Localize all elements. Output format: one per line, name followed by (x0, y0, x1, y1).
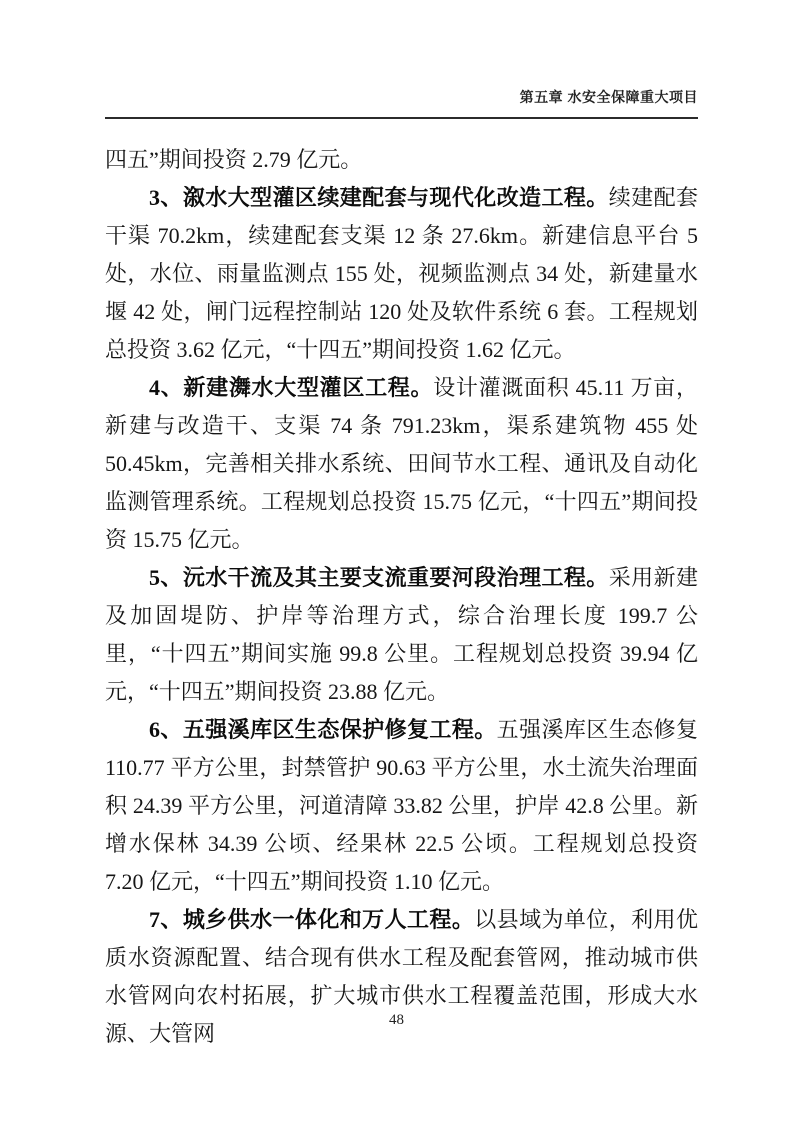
body-text-run: 以县域为单位，利用优质水资源配置、结合现有供水工程及配套管网，推动城市供水管网向农村拓展，扩大城市供水工程覆盖范围，形成大水源、大管网 (105, 907, 698, 1046)
page-footer (0, 1012, 793, 1029)
project-heading-run: 6、五强溪库区生态保护修复工程。 (149, 717, 497, 742)
chapter-header-title: 第五章 水安全保障重大项目 (519, 89, 698, 105)
paragraph (105, 179, 698, 369)
paragraph (105, 711, 698, 901)
document-body (105, 141, 698, 1053)
project-heading-run: 3、溆水大型灌区续建配套与现代化改造工程。 (149, 185, 609, 210)
page-header (105, 87, 698, 107)
body-text-run: 五强溪库区生态修复 110.77 平方公里，封禁管护 90.63 平方公里，水土流失治理面积 24.39 平方公里，河道清障 33.82 公里，护岸 42.8 公里。新增水保林 34.39 公顷、经果林 22.5 公顷。工程规划总投资 7.20 亿元，“十四五”期间投资 1.10 亿元。 (105, 717, 698, 894)
body-text-run: 四五”期间投资 2.79 亿元。 (105, 147, 363, 172)
project-heading-run: 7、城乡供水一体化和万人工程。 (149, 907, 475, 932)
paragraph (105, 901, 698, 1053)
project-heading-run: 5、沅水干流及其主要支流重要河段治理工程。 (149, 565, 609, 590)
paragraph (105, 559, 698, 711)
body-text-run: 采用新建及加固堤防、护岸等治理方式，综合治理长度 199.7 公里，“十四五”期间实施 99.8 公里。工程规划总投资 39.94 亿元，“十四五”期间投资 23.88 亿元。 (105, 565, 698, 704)
paragraph (105, 141, 698, 179)
project-heading-run: 4、新建㵲水大型灌区工程。 (149, 375, 434, 400)
header-rule (105, 117, 698, 119)
body-text-run: 设计灌溉面积 45.11 万亩，新建与改造干、支渠 74 条 791.23km，渠系建筑物 455 处 50.45km，完善相关排水系统、田间节水工程、通讯及自动化监测管理系统。工程规划总投资 15.75 亿元，“十四五”期间投资 15.75 亿元。 (105, 375, 698, 552)
paragraph (105, 369, 698, 559)
page-number: 48 (389, 1012, 404, 1028)
body-text-run: 续建配套干渠 70.2km，续建配套支渠 12 条 27.6km。新建信息平台 5 处，水位、雨量监测点 155 处，视频监测点 34 处，新建量水堰 42 处，闸门远程控制站 120 处及软件系统 6 套。工程规划总投资 3.62 亿元，“十四五”期间投资 1.62 亿元。 (105, 185, 698, 362)
